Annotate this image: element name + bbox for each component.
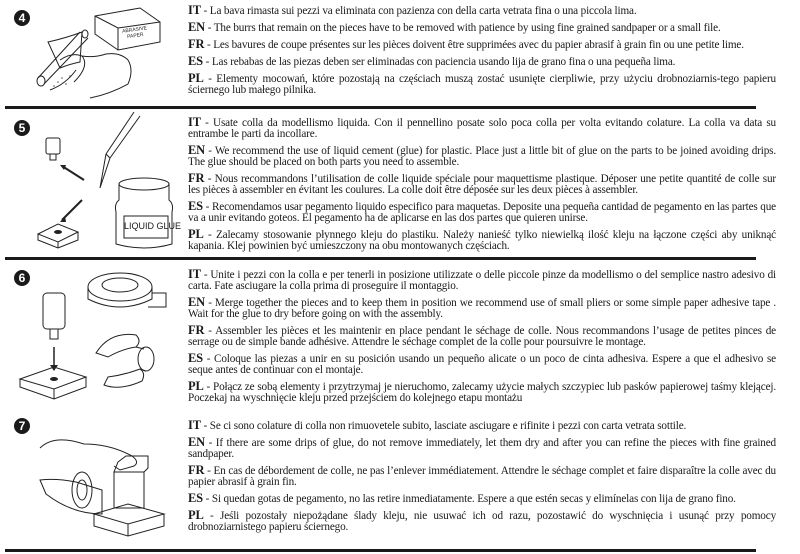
instruction-en: EN - Merge together the pieces and to keep them in position we recommend use of small pliers or some simple paper adhesive tape . Wait for the glue to dry before going on with the assembly. [188,295,776,320]
instruction-es: ES - Coloque las piezas a unir en su posición usando un pequeño alicate o un poco de cinta adhesiva. Espere a que el adhesivo se seque antes de continuar con el montaje. [188,351,776,376]
hand-sanding-icon [10,2,180,100]
instruction-pl: PL - Jeśli pozostały niepożądane ślady kleju, nie usuwać ich od razu, pozostawić do wyschnięcia i usunąć przy pomocy drobnoziarnistego papieru ściernego. [188,508,777,533]
clamp-parts-icon [10,410,180,545]
step-number-badge: 6 [14,270,30,286]
instruction-pl: PL - Połącz ze sobą elementy i przytrzymaj je nieruchomo, zalecamy użycie małych szczypiec lub pasków papierowej taśmy klejącej. Poczekaj na wyschnięcie kleju przed przejściem do kolejnego etapu montażu [188,379,776,404]
instruction-en: EN - If there are some drips of glue, do not remove immediately, let them dry and after you can refine the pieces with fine grained sandpaper. [188,435,776,460]
liquid-glue-illustration [10,112,180,252]
instruction-es: ES - Si quedan gotas de pegamento, no las retire inmediatamente. Espere a que estén secas y elimínelas con lija de grano fino. [188,491,736,505]
instruction-es: ES - Recomendamos usar pegamento liquido especifico para maquetas. Deposite una pequeña cantidad de pegamento en las partes que va a unir evitando goteos. El pegamento ha de aplicarse en las dos partes que quieren unirse. [188,199,776,224]
abrasive-paper-label: ABRASIVE PAPER [121,25,148,41]
instruction-it: IT - Se ci sono colature di colla non rimuovetele subito, lasciate asciugare e rifinite i pezzi con carta vetrata sottile. [188,418,687,432]
instruction-it: IT - Usate colla da modellismo liquida. Con il pennellino posate solo poca colla per volta evitando colature. La colla va data su entrambe le parti da incollare. [188,115,777,140]
section-divider [5,106,756,109]
sanding-illustration [10,2,180,100]
instruction-it: IT - La bava rimasta sui pezzi va eliminata con pazienza con della carta vetrata fina o una piccola lima. [188,3,637,17]
liquid-glue-label: LIQUID GLUE [124,221,182,231]
tape-clamp-icon [10,263,180,398]
instruction-fr: FR - Assembler les pièces et les maintenir en place pendant le séchage de colle. Nous recommandons l’usage de petites pinces de serrage ou de simple bande adhésive. Attendre le séchage complet de la colle pour poursuivre le montage. [188,323,776,348]
instructions-step-5 [188,117,776,257]
instruction-fr: FR - En cas de débordement de colle, ne pas l’enlever immédiatement. Attendre le séchage complet et faire disparaître la colle avec du papier abrasif à grain fin. [188,463,776,488]
instruction-fr: FR - Les bavures de coupe présentes sur les pièces doivent être supprimées avec du papier abrasif à grain fin ou une petite lime. [188,37,744,51]
instructions-step-7 [188,420,776,538]
clamp-glued-parts-illustration [10,410,180,545]
instruction-es: ES - Las rebabas de las piezas deben ser eliminadas con paciencia usando lija de grano fina o una pequeña lima. [188,54,676,68]
instruction-pl: PL - Zalecamy stosowanie płynnego kleju do plastiku. Należy nanieść tylko niewielką ilość kleju na łączone części aby uniknąć kapania. Klej powinien być umieszczony na obu montowanych częściach. [188,227,776,252]
tape-and-clamp-illustration [10,263,180,398]
instructions-step-4 [188,5,776,101]
instruction-it: IT - Unite i pezzi con la colla e per tenerli in posizione utilizzate o delle piccole pinze da modellismo o del semplice nastro adesivo di carta. Fate asciugare la colla prima di proseguire il montaggio. [188,267,776,292]
instructions-step-6 [188,269,776,409]
instruction-pl: PL - Elementy mocowań, które pozostają na częściach muszą zostać usunięte cierpliwie, przy użyciu drobnoziarnis-tego papieru ściernego lub małego pilnika. [188,71,776,96]
section-divider [5,257,756,260]
step-number-badge: 7 [14,418,30,434]
section-divider [5,549,756,552]
instruction-en: EN - We recommend the use of liquid cement (glue) for plastic. Place just a little bit of glue on the parts to be joined avoiding drips. The glue should be placed on both parts you need to assemble. [188,143,776,168]
step-number-badge: 5 [14,120,30,136]
step-number-badge: 4 [14,10,30,26]
instruction-fr: FR - Nous recommandons l’utilisation de colle liquide spéciale pour maquettisme plastique. Déposer une petite quantité de colle sur les pièces à assembler en évitant les coulures. La colle doit être déposée sur les deux pièces à assembler. [188,171,776,196]
instruction-en: EN - The burrs that remain on the pieces have to be removed with patience by using fine grained sandpaper or a small file. [188,20,721,34]
